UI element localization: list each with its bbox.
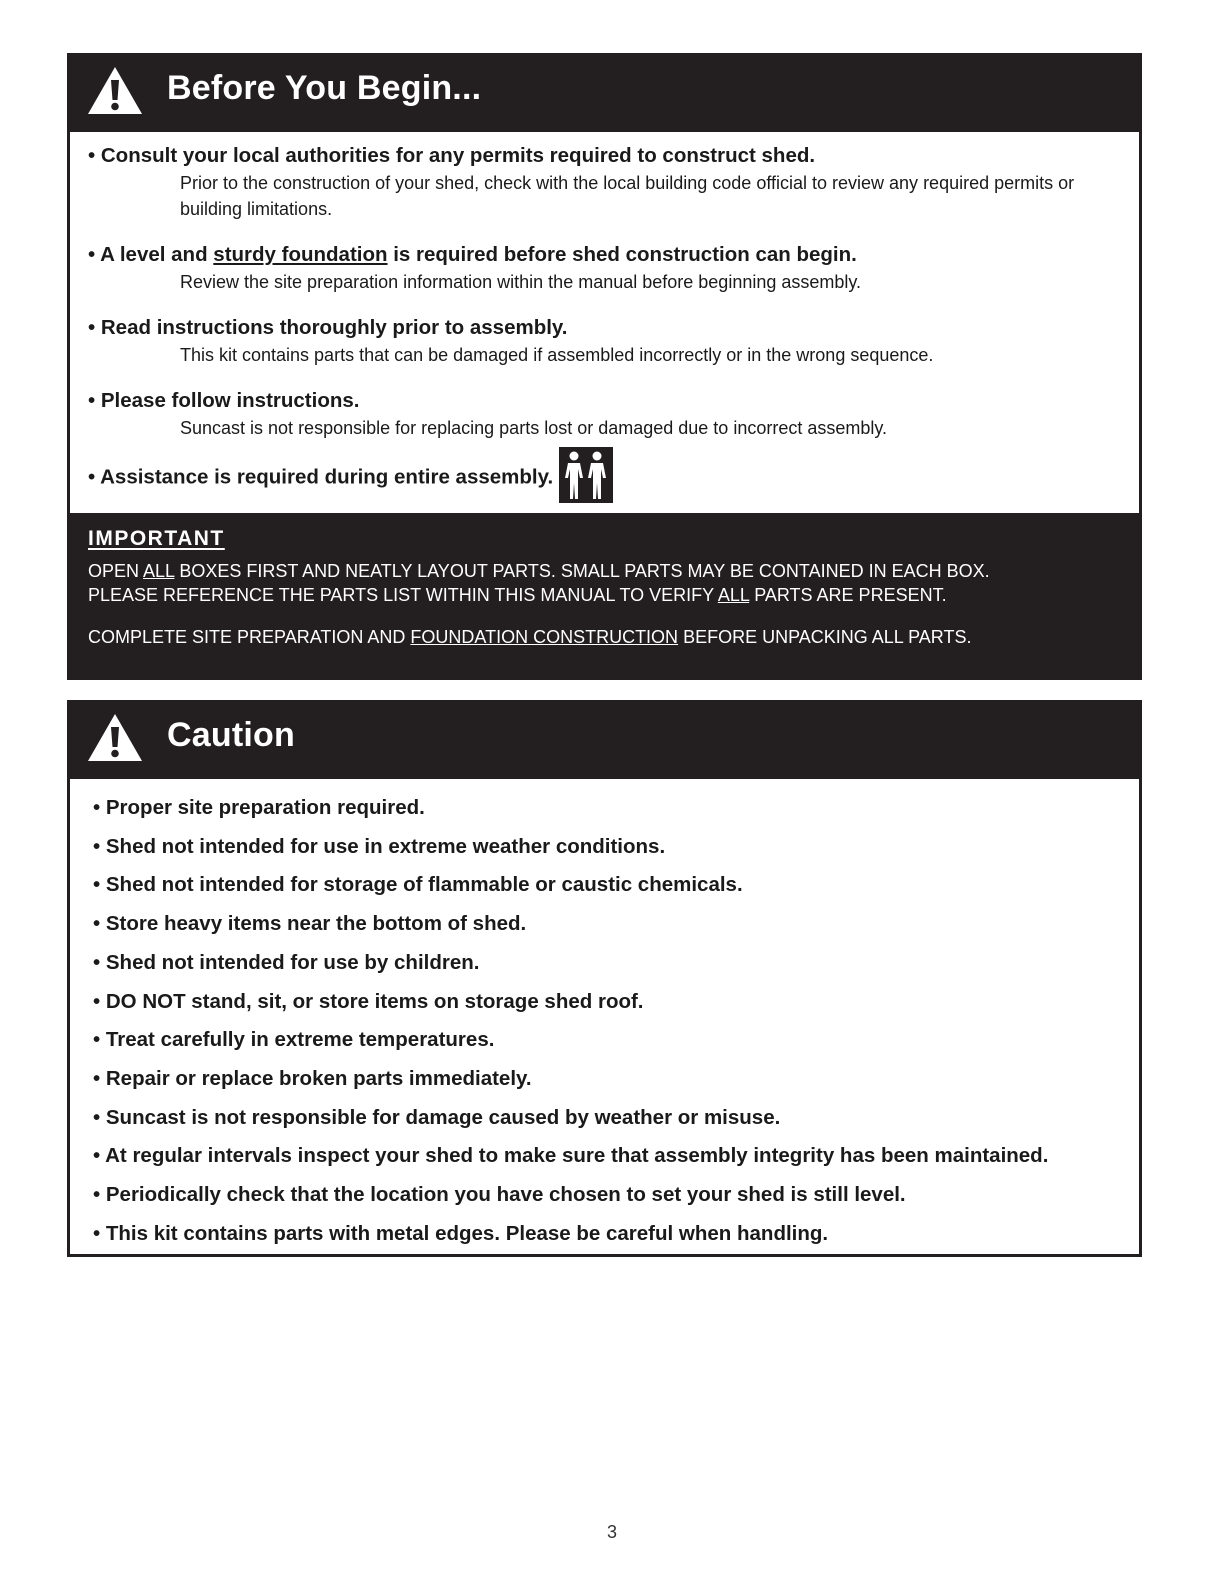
- bullet-heading: • Consult your local authorities for any permits required to construct shed.: [88, 144, 816, 167]
- caution-title: Caution: [167, 716, 295, 754]
- caution-item: • Repair or replace broken parts immediately.: [93, 1066, 532, 1090]
- important-text: BEFORE UNPACKING ALL PARTS.: [678, 627, 972, 647]
- caution-header: [70, 703, 1139, 779]
- important-text: BOXES FIRST AND NEATLY LAYOUT PARTS. SMALL PARTS MAY BE CONTAINED IN EACH BOX.: [174, 561, 990, 581]
- bullet-detail: Review the site preparation information within the manual before beginning assembly.: [180, 272, 862, 292]
- bullet-heading-text: • Assistance is required during entire assembly.: [88, 465, 554, 489]
- sturdy-foundation-link: sturdy foundation: [213, 243, 388, 266]
- important-emphasis: FOUNDATION CONSTRUCTION: [410, 627, 679, 647]
- list-item: [88, 143, 1130, 222]
- before-you-begin-panel: [67, 53, 1142, 680]
- caution-item: • Suncast is not responsible for damage caused by weather or misuse.: [93, 1105, 781, 1129]
- important-emphasis: ALL: [717, 585, 750, 605]
- bullet-heading: [88, 450, 613, 506]
- list-item: [88, 315, 1130, 368]
- bullet-heading: • Read instructions thoroughly prior to assembly.: [88, 316, 568, 339]
- caution-item: • Shed not intended for use by children.: [93, 950, 480, 974]
- list-item: [88, 242, 1130, 295]
- caution-item: • DO NOT stand, sit, or store items on storage shed roof.: [93, 989, 644, 1013]
- caution-item: • Store heavy items near the bottom of shed.: [93, 912, 527, 936]
- caution-list: [93, 789, 1048, 1253]
- caution-item: • Periodically check that the location you have chosen to set your shed is still level.: [93, 1183, 906, 1207]
- important-title: IMPORTANT: [88, 527, 225, 550]
- caution-item: • Proper site preparation required.: [93, 796, 425, 819]
- caution-item: • Treat carefully in extreme temperatures.: [93, 1028, 495, 1052]
- important-notice: [70, 513, 1139, 677]
- two-people-icon: [559, 447, 613, 503]
- important-text: PLEASE REFERENCE THE PARTS LIST WITHIN THIS MANUAL TO VERIFY: [88, 585, 718, 605]
- bullet-heading-part: is required before shed construction can begin.: [387, 243, 857, 266]
- bullet-heading: [88, 242, 1130, 268]
- important-line: [88, 561, 990, 582]
- bullet-detail: Prior to the construction of your shed, check with the local building code official to review any required permits or building limitations.: [180, 173, 1075, 219]
- page-number: 3: [606, 1522, 617, 1542]
- important-emphasis: ALL: [143, 561, 175, 581]
- warning-triangle-icon: [86, 712, 144, 764]
- caution-item: • Shed not intended for storage of flammable or caustic chemicals.: [93, 873, 743, 897]
- important-text: OPEN: [88, 561, 144, 581]
- caution-item: • Shed not intended for use in extreme weather conditions.: [93, 834, 666, 858]
- list-item: [88, 388, 1130, 441]
- warning-triangle-icon: [86, 65, 144, 117]
- bullet-heading: • Please follow instructions.: [88, 389, 360, 412]
- important-text: PARTS ARE PRESENT.: [749, 585, 947, 605]
- bullet-heading-part: • A level and: [88, 243, 214, 266]
- important-line: [88, 585, 947, 606]
- important-line: [88, 627, 971, 648]
- before-you-begin-header: [70, 56, 1139, 132]
- list-item: [88, 450, 613, 506]
- important-text: COMPLETE SITE PREPARATION AND: [88, 627, 411, 647]
- bullet-detail: This kit contains parts that can be damaged if assembled incorrectly or in the wrong sequence.: [180, 345, 934, 365]
- caution-panel: [67, 700, 1142, 1257]
- caution-item: • At regular intervals inspect your shed to make sure that assembly integrity has been maintained.: [93, 1144, 1049, 1168]
- caution-item: • This kit contains parts with metal edges. Please be careful when handling.: [93, 1221, 829, 1245]
- before-you-begin-title: Before You Begin...: [167, 69, 482, 107]
- bullet-detail: Suncast is not responsible for replacing parts lost or damaged due to incorrect assembly.: [180, 418, 888, 438]
